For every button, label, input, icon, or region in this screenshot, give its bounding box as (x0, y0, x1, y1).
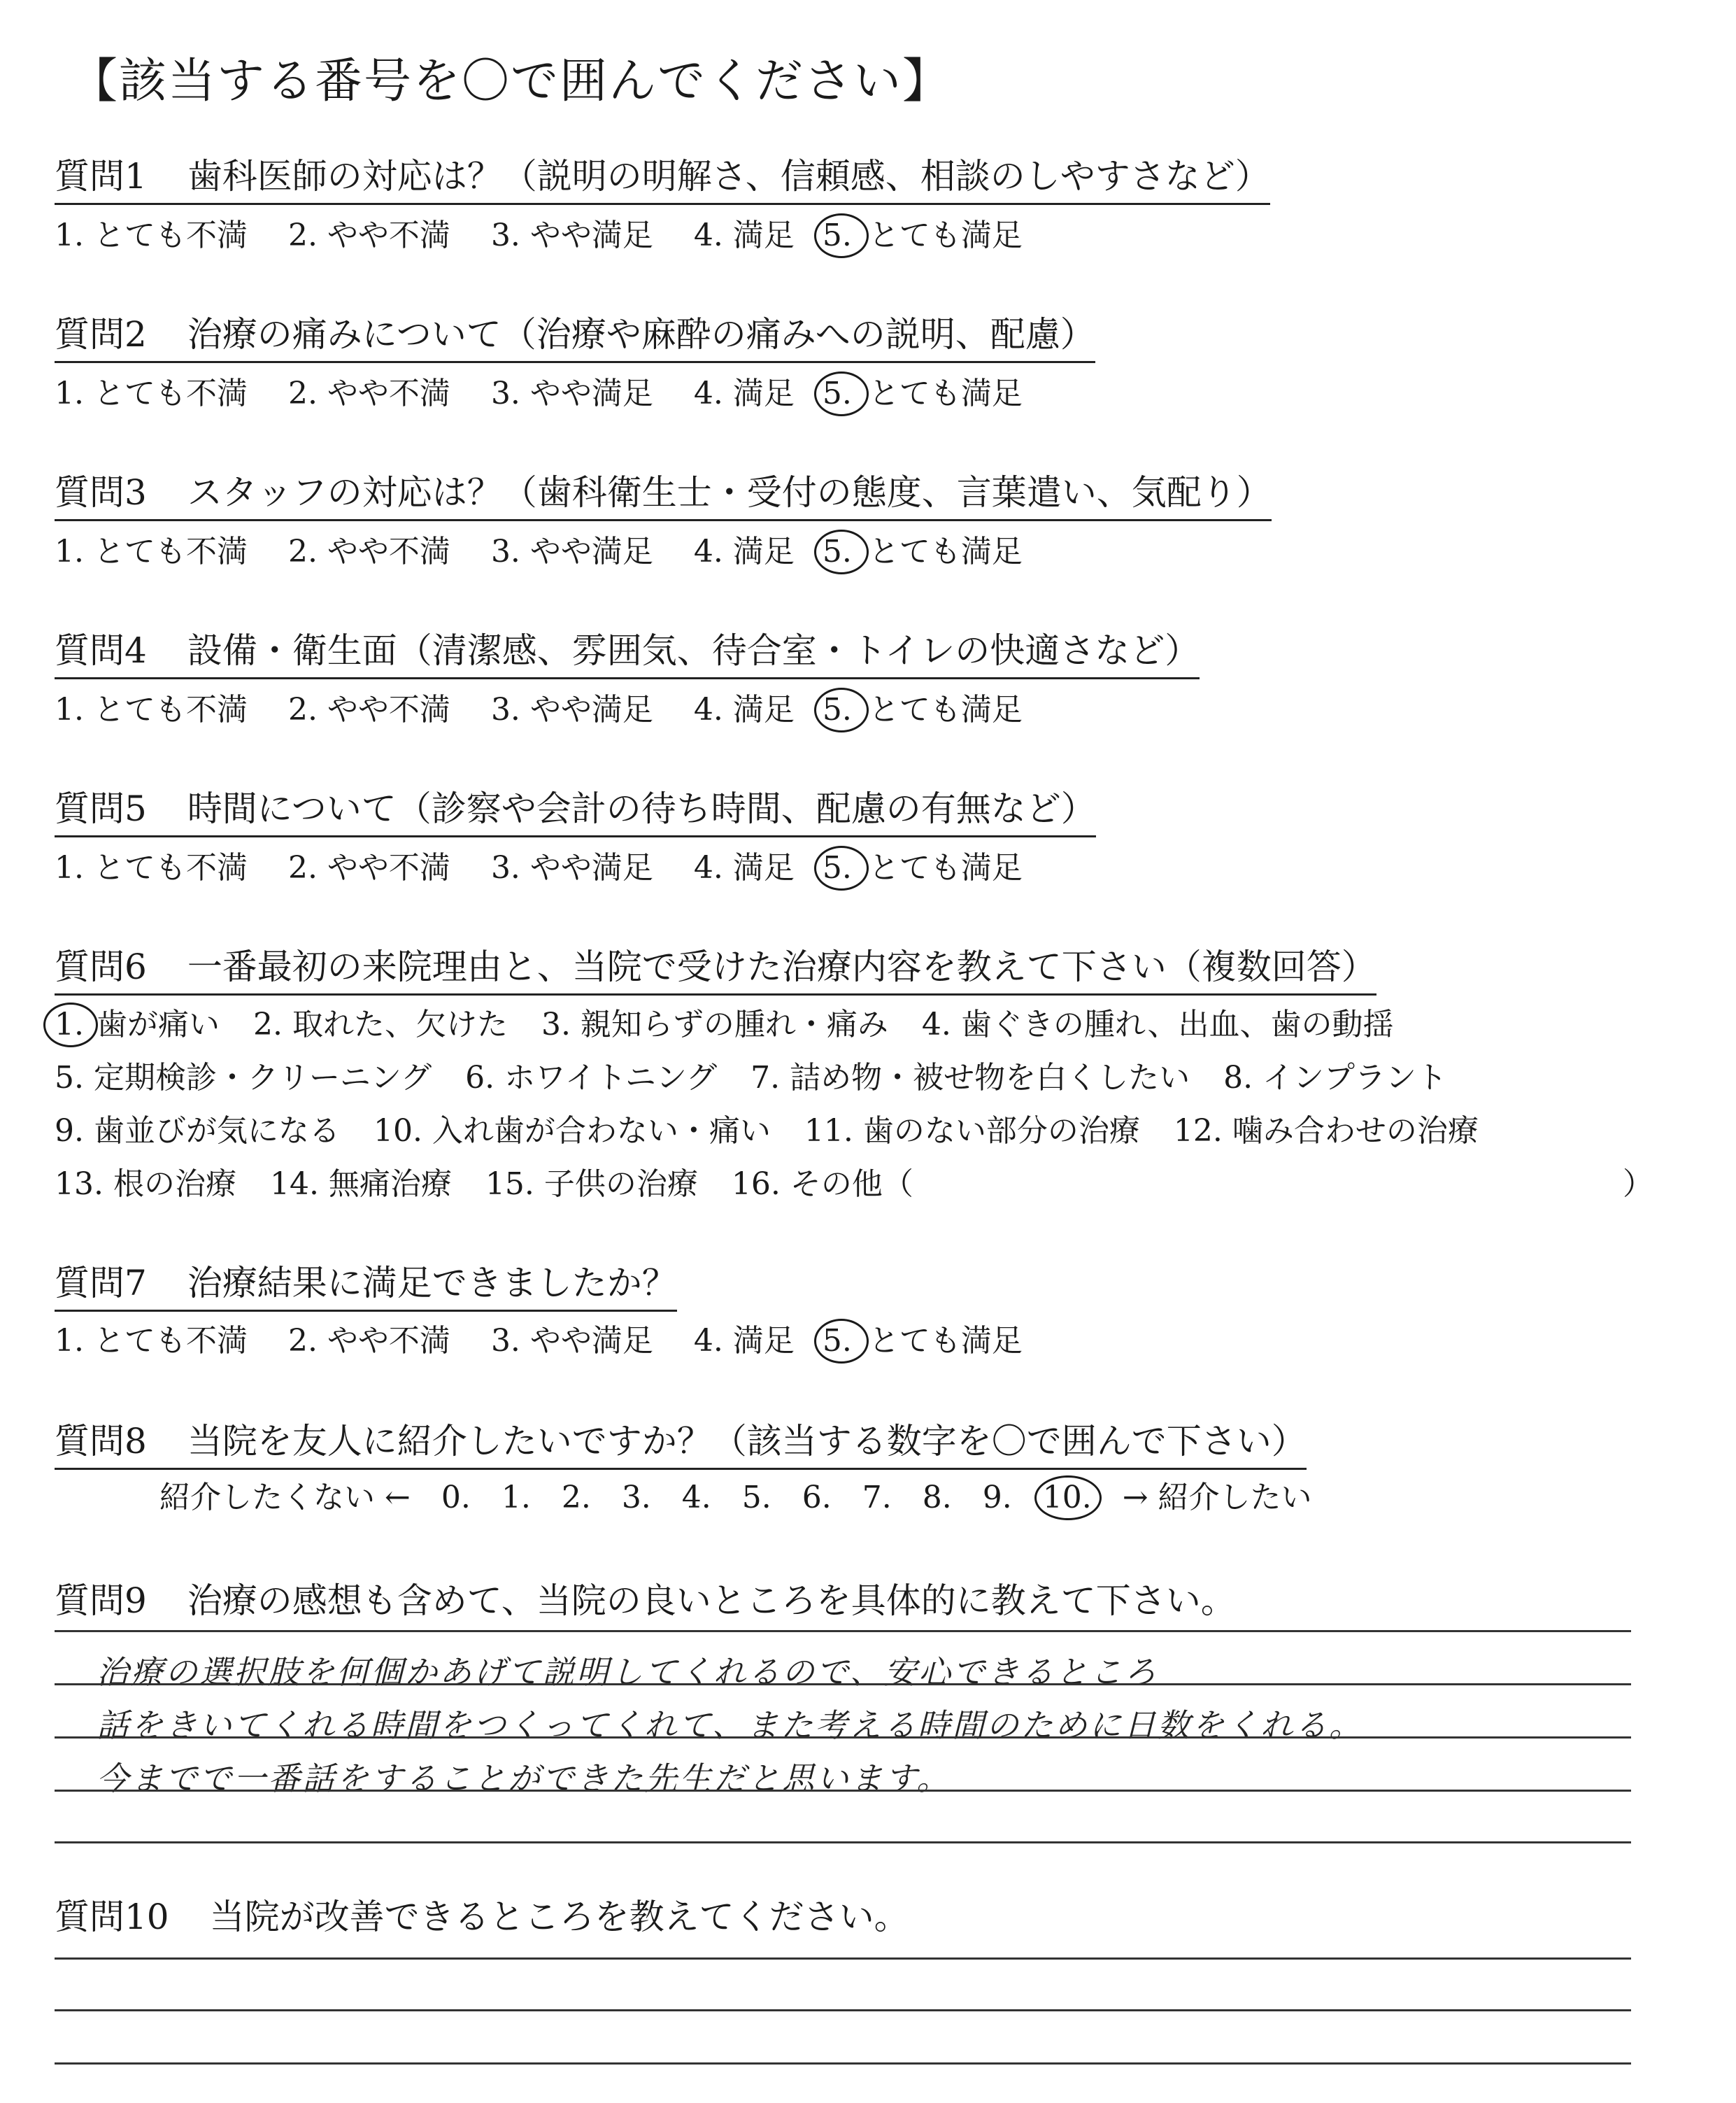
question-4-options (55, 684, 1063, 729)
scale-5[interactable]: 5. (741, 1480, 771, 1515)
selection-circle (814, 213, 869, 258)
option-2[interactable]: 2. やや不満 (287, 850, 450, 886)
question-6-options-row-3 (55, 1105, 1479, 1150)
answer-line (55, 1790, 1631, 1792)
question-3-title (55, 465, 1272, 521)
option-3[interactable]: 3. やや満足 (490, 1323, 653, 1359)
option-1[interactable]: 1. とても不満 (55, 376, 248, 411)
scale-7[interactable]: 7. (862, 1480, 892, 1515)
reason-4[interactable]: 4. 歯ぐきの腫れ、出血、歯の動揺 (921, 1007, 1394, 1042)
option-5-label: とても満足 (868, 850, 1023, 886)
answer-line (55, 1683, 1631, 1685)
reason-1-selected[interactable]: 1. (55, 1007, 84, 1042)
option-5-selected[interactable]: 5. (823, 534, 852, 569)
question-text: 当院が改善できるところを教えてください。 (209, 1897, 909, 1937)
option-4[interactable]: 4. 満足 (693, 850, 795, 886)
scale-3[interactable]: 3. (621, 1480, 651, 1515)
option-3[interactable]: 3. やや満足 (490, 376, 653, 411)
option-5-selected[interactable]: 5. (823, 850, 852, 886)
option-2[interactable]: 2. やや不満 (287, 534, 450, 569)
other-close-paren: ） (1623, 1166, 1653, 1202)
scale-10-selected[interactable]: 10. (1043, 1480, 1092, 1515)
scale-left-label: 紹介したくない ← (159, 1480, 411, 1515)
question-number: 質問8 (55, 1421, 147, 1461)
question-5-options (55, 842, 1063, 887)
selection-circle (1034, 1475, 1102, 1520)
question-text: 治療の感想も含めて、当院の良いところを具体的に教えて下さい。 (187, 1580, 1236, 1621)
scale-9[interactable]: 9. (982, 1480, 1012, 1515)
option-1[interactable]: 1. とても不満 (55, 218, 248, 253)
option-5-selected[interactable]: 5. (823, 376, 852, 411)
reason-5[interactable]: 5. 定期検診・クリーニング (55, 1060, 432, 1096)
selection-circle (814, 530, 869, 574)
option-3[interactable]: 3. やや満足 (490, 850, 653, 886)
question-6-options-row-4 (55, 1159, 913, 1203)
handwritten-answer-line-2: 話をきいてくれる時間をつくってくれて、また考える時間のために日数をくれる。 (97, 1706, 1364, 1744)
option-4[interactable]: 4. 満足 (693, 1323, 795, 1359)
question-7-title (55, 1255, 677, 1312)
scale-4[interactable]: 4. (681, 1480, 711, 1515)
scale-8[interactable]: 8. (922, 1480, 952, 1515)
reason-2[interactable]: 2. 取れた、欠けた (252, 1007, 508, 1042)
option-1[interactable]: 1. とても不満 (55, 1323, 248, 1359)
option-5-selected[interactable]: 5. (823, 1323, 852, 1359)
reason-9[interactable]: 9. 歯並びが気になる (55, 1113, 340, 1149)
reason-12[interactable]: 12. 噛み合わせの治療 (1173, 1113, 1479, 1149)
question-number: 質問2 (55, 314, 147, 355)
question-2-options (55, 368, 1063, 413)
scale-right-label: → 紹介したい (1122, 1480, 1312, 1515)
question-3-options (55, 526, 1063, 571)
scale-1[interactable]: 1. (501, 1480, 531, 1515)
question-text: 当院を友人に紹介したいですか？（該当する数字を〇で囲んで下さい） (187, 1421, 1307, 1461)
option-5-selected[interactable]: 5. (823, 692, 852, 728)
option-1[interactable]: 1. とても不満 (55, 692, 248, 728)
answer-line (55, 1736, 1631, 1739)
question-7-options (55, 1315, 1063, 1360)
question-number: 質問5 (55, 788, 147, 829)
question-8-title (55, 1413, 1307, 1470)
option-2[interactable]: 2. やや不満 (287, 692, 450, 728)
question-number: 質問4 (55, 630, 147, 671)
question-number: 質問3 (55, 472, 147, 513)
reason-6[interactable]: 6. ホワイトニング (465, 1060, 718, 1096)
selection-circle (43, 1003, 98, 1047)
option-1[interactable]: 1. とても不満 (55, 534, 248, 569)
question-number: 質問1 (55, 156, 147, 197)
answer-line (55, 2062, 1631, 2065)
option-4[interactable]: 4. 満足 (693, 692, 795, 728)
option-5-label: とても満足 (868, 218, 1023, 253)
question-number: 質問7 (55, 1263, 147, 1303)
question-9-title (55, 1573, 1236, 1623)
scale-6[interactable]: 6. (802, 1480, 832, 1515)
reason-16-other[interactable]: 16. その他（ (731, 1166, 913, 1202)
reason-15[interactable]: 15. 子供の治療 (485, 1166, 698, 1202)
option-4[interactable]: 4. 満足 (693, 376, 795, 411)
question-6-title (55, 939, 1376, 996)
option-1[interactable]: 1. とても不満 (55, 850, 248, 886)
answer-line (55, 1630, 1631, 1632)
selection-circle (814, 846, 869, 891)
scale-0[interactable]: 0. (441, 1480, 471, 1515)
reason-7[interactable]: 7. 詰め物・被せ物を白くしたい (750, 1060, 1190, 1096)
reason-13[interactable]: 13. 根の治療 (55, 1166, 236, 1202)
option-5-label: とても満足 (868, 1323, 1023, 1359)
question-6-options-row-1 (55, 999, 1394, 1044)
question-text: スタッフの対応は？（歯科衛生士・受付の態度、言葉遣い、気配り） (187, 472, 1272, 513)
option-4[interactable]: 4. 満足 (693, 218, 795, 253)
reason-10[interactable]: 10. 入れ歯が合わない・痛い (373, 1113, 771, 1149)
option-5-label: とても満足 (868, 534, 1023, 569)
reason-1-label: 歯が痛い (96, 1007, 220, 1042)
answer-line (55, 2009, 1631, 2011)
option-5-selected[interactable]: 5. (823, 218, 852, 253)
question-text: 歯科医師の対応は？（説明の明解さ、信頼感、相談のしやすさなど） (187, 156, 1270, 197)
question-10-title (55, 1889, 909, 1939)
option-4[interactable]: 4. 満足 (693, 534, 795, 569)
question-2-title (55, 306, 1095, 363)
question-text: 治療結果に満足できましたか？ (187, 1263, 677, 1303)
question-1-options (55, 210, 1063, 255)
handwritten-answer-line-1: 治療の選択肢を何個かあげて説明してくれるので、安心できるところ (97, 1653, 1159, 1691)
question-6-options-row-2 (55, 1052, 1447, 1097)
option-3[interactable]: 3. やや満足 (490, 692, 653, 728)
recommend-scale (159, 1472, 1312, 1517)
option-3[interactable]: 3. やや満足 (490, 218, 653, 253)
question-5-title (55, 781, 1096, 837)
question-text: 設備・衛生面（清潔感、雰囲気、待合室・トイレの快適さなど） (187, 630, 1200, 671)
selection-circle (814, 1319, 869, 1364)
question-text: 時間について（診察や会計の待ち時間、配慮の有無など） (187, 788, 1096, 829)
question-4-title (55, 623, 1200, 679)
answer-line (55, 1957, 1631, 1960)
option-2[interactable]: 2. やや不満 (287, 1323, 450, 1359)
question-number: 質問10 (55, 1897, 169, 1937)
answer-line (55, 1841, 1631, 1843)
scale-2[interactable]: 2. (561, 1480, 591, 1515)
reason-14[interactable]: 14. 無痛治療 (269, 1166, 452, 1202)
option-2[interactable]: 2. やや不満 (287, 376, 450, 411)
handwritten-answer-line-3: 今までで一番話をすることができた先生だと思います。 (97, 1759, 951, 1797)
option-2[interactable]: 2. やや不満 (287, 218, 450, 253)
question-number: 質問6 (55, 947, 147, 987)
option-5-label: とても満足 (868, 692, 1023, 728)
reason-3[interactable]: 3. 親知らずの腫れ・痛み (541, 1007, 888, 1042)
option-3[interactable]: 3. やや満足 (490, 534, 653, 569)
reason-8[interactable]: 8. インプラント (1223, 1060, 1448, 1096)
reason-11[interactable]: 11. 歯のない部分の治療 (804, 1113, 1140, 1149)
question-number: 質問9 (55, 1580, 147, 1621)
question-text: 一番最初の来院理由と、当院で受けた治療内容を教えて下さい（複数回答） (187, 947, 1376, 987)
question-1-title (55, 148, 1270, 205)
question-text: 治療の痛みについて（治療や麻酔の痛みへの説明、配慮） (187, 314, 1095, 355)
option-5-label: とても満足 (868, 376, 1023, 411)
selection-circle (814, 688, 869, 732)
page-header: 【該当する番号を〇で囲んでください】 (70, 54, 952, 109)
selection-circle (814, 371, 869, 416)
